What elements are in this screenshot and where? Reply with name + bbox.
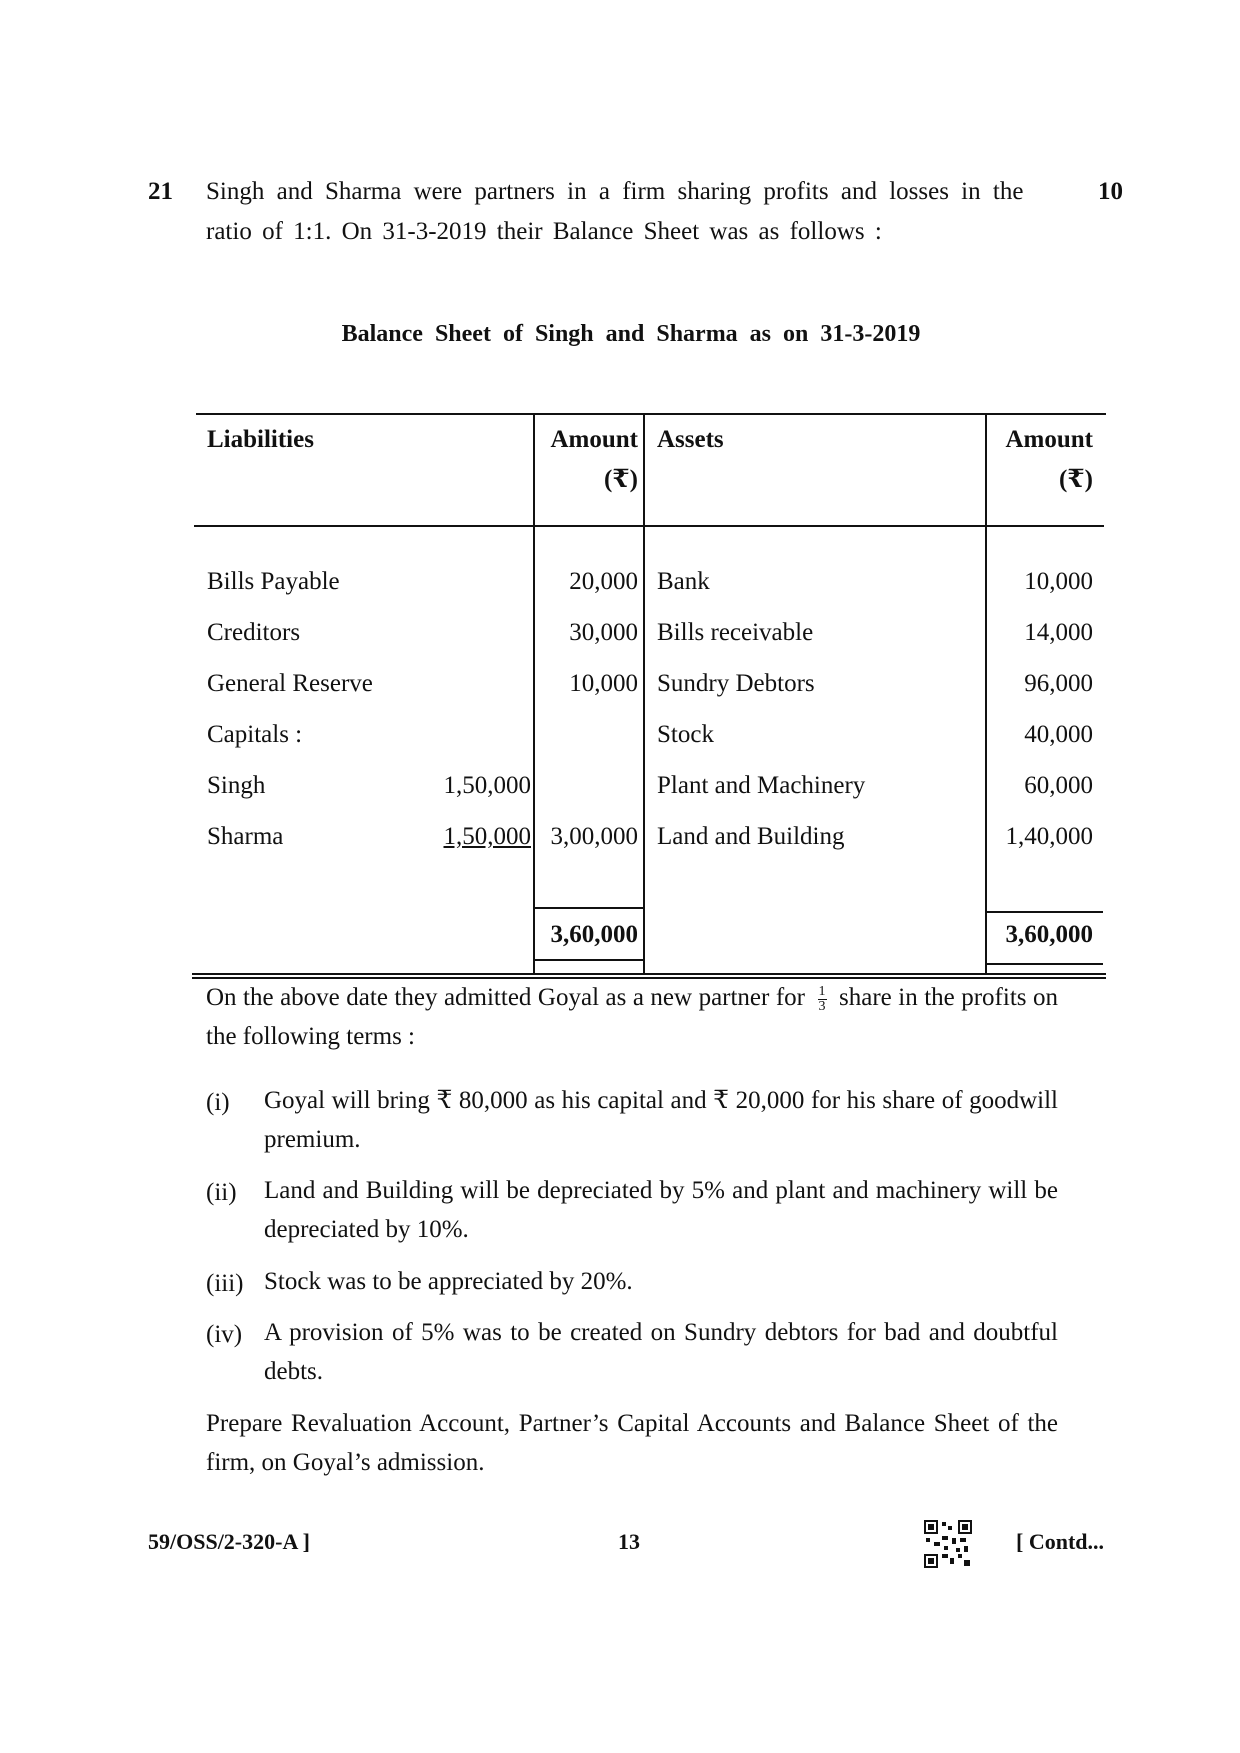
page-number: 13 <box>618 1529 640 1554</box>
paper-code: 59/OSS/2-320-A ] <box>148 1529 310 1554</box>
term-number: (ii) <box>206 1179 237 1206</box>
admission-text-end: share in the profits on the following terms : <box>206 984 1059 1050</box>
instruction-paragraph: Prepare Revaluation Account, Partner’s Capital Accounts and Balance Sheet of the firm, on Goyal’s admission. <box>206 1410 1058 1476</box>
fraction-denominator: 3 <box>818 998 826 1014</box>
qr-code-icon <box>924 1520 972 1568</box>
asset-amount: 96,000 <box>1024 670 1093 697</box>
header-liabilities: Liabilities <box>207 426 314 453</box>
liability-amount: 30,000 <box>569 619 638 646</box>
total-assets-under-rule <box>987 963 1103 965</box>
table-header-rule <box>194 525 1104 527</box>
asset-label: Bank <box>657 568 710 595</box>
term-text: Goyal will bring ₹ 80,000 as his capital and ₹ 20,000 for his share of goodwill premium. <box>264 1087 1058 1153</box>
header-assets-amount: Amount <box>1005 426 1093 453</box>
liability-amount: 10,000 <box>569 670 638 697</box>
balance-sheet-title: Balance Sheet of Singh and Sharma as on 31-3-2019 <box>341 321 921 347</box>
header-liab-amount: Amount <box>550 426 638 453</box>
share-fraction <box>818 985 827 1014</box>
liability-amount: 3,00,000 <box>550 823 638 850</box>
admission-text-start: On the above date they admitted Goyal as a new partner for <box>206 984 806 1011</box>
liability-label: Creditors <box>207 619 301 646</box>
total-liabilities: 3,60,000 <box>550 921 638 948</box>
liability-amount: 20,000 <box>569 568 638 595</box>
continued-marker: [ Contd... <box>1016 1529 1105 1554</box>
asset-amount: 60,000 <box>1024 772 1093 799</box>
asset-amount: 14,000 <box>1024 619 1093 646</box>
term-number: (iv) <box>206 1321 243 1348</box>
question-marks: 10 <box>1098 178 1123 205</box>
term-text: Stock was to be appreciated by 20%. <box>264 1268 633 1295</box>
liability-label: Singh <box>207 772 266 799</box>
term-number: (iii) <box>206 1270 244 1297</box>
asset-amount: 10,000 <box>1024 568 1093 595</box>
asset-label: Land and Building <box>657 823 845 850</box>
asset-label: Plant and Machinery <box>657 772 866 799</box>
total-liab-top-rule <box>535 907 643 909</box>
asset-label: Sundry Debtors <box>657 670 815 697</box>
total-liab-under-rule <box>535 959 643 961</box>
header-liab-currency: (₹) <box>603 466 638 493</box>
liability-label: Sharma <box>207 823 284 850</box>
liability-label: Capitals : <box>207 721 303 748</box>
liability-sub-amount: 1,50,000 <box>443 823 531 850</box>
liability-label: Bills Payable <box>207 568 340 595</box>
liability-label: General Reserve <box>207 670 373 697</box>
fraction-numerator: 1 <box>818 983 826 999</box>
question-intro-line-1: Singh and Sharma were partners in a firm sharing profits and losses in the <box>206 178 1024 205</box>
liability-sub-amount: 1,50,000 <box>443 772 531 799</box>
question-intro-line-2: ratio of 1:1. On 31-3-2019 their Balance Sheet was as follows : <box>206 218 882 245</box>
term-text: Land and Building will be depreciated by 5% and plant and machinery will be depreciated by 10%. <box>264 1177 1058 1243</box>
asset-label: Bills receivable <box>657 619 814 646</box>
table-top-rule <box>196 413 1106 415</box>
header-assets-currency: (₹) <box>1058 466 1093 493</box>
term-text: A provision of 5% was to be created on Sundry debtors for bad and doubtful debts. <box>264 1319 1058 1385</box>
asset-amount: 40,000 <box>1024 721 1093 748</box>
total-assets-top-rule <box>987 911 1103 913</box>
col-divider-middle <box>643 413 645 975</box>
total-assets: 3,60,000 <box>1005 921 1093 948</box>
term-number: (i) <box>206 1089 230 1116</box>
table-bottom-rule <box>192 973 1106 975</box>
asset-label: Stock <box>657 721 714 748</box>
question-number: 21 <box>148 178 173 205</box>
admission-paragraph <box>206 978 1058 1056</box>
header-assets: Assets <box>657 426 724 453</box>
asset-amount: 1,40,000 <box>1005 823 1093 850</box>
